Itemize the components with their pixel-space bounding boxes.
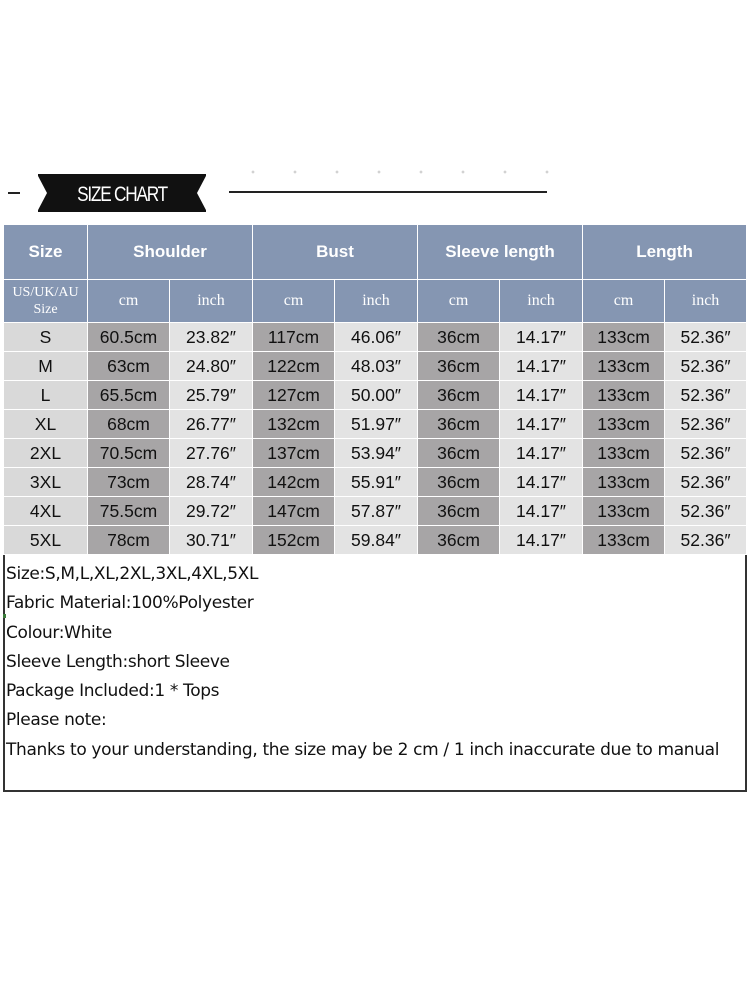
table-row	[4, 410, 747, 439]
value-cell: 133cm	[583, 323, 665, 352]
header-size: Size	[4, 225, 88, 280]
value-cell: 52.36″	[665, 497, 747, 526]
table-row	[4, 381, 747, 410]
unit-cell: cm	[418, 280, 500, 323]
value-cell: 50.00″	[335, 381, 418, 410]
value-cell: 27.76″	[170, 439, 253, 468]
value-cell: 68cm	[88, 410, 170, 439]
value-cell: 52.36″	[665, 439, 747, 468]
table-row	[4, 468, 747, 497]
value-cell: 14.17″	[500, 410, 583, 439]
note-sizes: Size:S,M,L,XL,2XL,3XL,4XL,5XL	[6, 564, 259, 584]
value-cell: 36cm	[418, 410, 500, 439]
value-cell: 36cm	[418, 381, 500, 410]
value-cell: 36cm	[418, 439, 500, 468]
value-cell: 23.82″	[170, 323, 253, 352]
value-cell: 53.94″	[335, 439, 418, 468]
value-cell: 52.36″	[665, 352, 747, 381]
value-cell: 132cm	[253, 410, 335, 439]
product-notes	[6, 560, 741, 765]
value-cell: 14.17″	[500, 381, 583, 410]
unit-cell: inch	[500, 280, 583, 323]
value-cell: 59.84″	[335, 526, 418, 555]
value-cell: 133cm	[583, 352, 665, 381]
value-cell: 52.36″	[665, 381, 747, 410]
value-cell: 73cm	[88, 468, 170, 497]
value-cell: 133cm	[583, 468, 665, 497]
value-cell: 122cm	[253, 352, 335, 381]
value-cell: 24.80″	[170, 352, 253, 381]
note-package: Package Included:1 * Tops	[6, 681, 220, 702]
value-cell: 133cm	[583, 410, 665, 439]
value-cell: 36cm	[418, 526, 500, 555]
value-cell: 36cm	[418, 468, 500, 497]
value-cell: 55.91″	[335, 468, 418, 497]
value-cell: 133cm	[583, 497, 665, 526]
unit-cell: cm	[583, 280, 665, 323]
value-cell: 63cm	[88, 352, 170, 381]
banner-title: SIZE CHART	[77, 183, 167, 206]
value-cell: 14.17″	[500, 497, 583, 526]
unit-cell: inch	[170, 280, 253, 323]
value-cell: 48.03″	[335, 352, 418, 381]
value-cell: 52.36″	[665, 468, 747, 497]
header-shoulder: Shoulder	[88, 225, 253, 280]
value-cell: 117cm	[253, 323, 335, 352]
value-cell: 51.97″	[335, 410, 418, 439]
header-sleeve-length: Sleeve length	[418, 225, 583, 280]
size-region-line: US/UK/AU	[12, 285, 79, 300]
value-cell: 36cm	[418, 497, 500, 526]
value-cell: 14.17″	[500, 352, 583, 381]
note-heading: Please note:	[6, 710, 107, 731]
table-row	[4, 352, 747, 381]
value-cell: 127cm	[253, 381, 335, 410]
unit-cell: cm	[88, 280, 170, 323]
table-header-row	[4, 225, 747, 280]
value-cell: 70.5cm	[88, 439, 170, 468]
value-cell: 133cm	[583, 439, 665, 468]
value-cell: 65.5cm	[88, 381, 170, 410]
size-cell: S	[4, 323, 88, 352]
value-cell: 30.71″	[170, 526, 253, 555]
value-cell: 26.77″	[170, 410, 253, 439]
value-cell: 52.36″	[665, 323, 747, 352]
size-cell: 4XL	[4, 497, 88, 526]
note-sleeve: Sleeve Length:short Sleeve	[6, 651, 230, 672]
value-cell: 78cm	[88, 526, 170, 555]
value-cell: 147cm	[253, 497, 335, 526]
size-chart-table	[3, 224, 747, 555]
banner-dots	[232, 170, 552, 174]
value-cell: 52.36″	[665, 410, 747, 439]
value-cell: 57.87″	[335, 497, 418, 526]
value-cell: 25.79″	[170, 381, 253, 410]
size-cell: L	[4, 381, 88, 410]
value-cell: 133cm	[583, 526, 665, 555]
table-row	[4, 526, 747, 555]
size-cell: 3XL	[4, 468, 88, 497]
unit-cell: cm	[253, 280, 335, 323]
table-row	[4, 323, 747, 352]
table-body	[4, 323, 747, 555]
value-cell: 137cm	[253, 439, 335, 468]
value-cell: 133cm	[583, 381, 665, 410]
banner-rule-left	[8, 192, 20, 194]
size-cell: XL	[4, 410, 88, 439]
size-chart-banner	[38, 174, 206, 212]
value-cell: 14.17″	[500, 526, 583, 555]
value-cell: 36cm	[418, 323, 500, 352]
value-cell: 14.17″	[500, 468, 583, 497]
unit-cell: inch	[335, 280, 418, 323]
value-cell: 46.06″	[335, 323, 418, 352]
note-disclaimer: Thanks to your understanding, the size may be 2 cm / 1 inch inaccurate due to manual	[6, 739, 720, 760]
table-row	[4, 497, 747, 526]
size-region-label	[4, 280, 88, 323]
header-length: Length	[583, 225, 747, 280]
value-cell: 14.17″	[500, 439, 583, 468]
value-cell: 28.74″	[170, 468, 253, 497]
note-colour: Colour:White	[6, 622, 112, 643]
banner-rule-right	[229, 191, 547, 193]
size-cell: 5XL	[4, 526, 88, 555]
value-cell: 60.5cm	[88, 323, 170, 352]
size-region-line: Size	[33, 302, 58, 317]
value-cell: 75.5cm	[88, 497, 170, 526]
value-cell: 29.72″	[170, 497, 253, 526]
size-cell: 2XL	[4, 439, 88, 468]
value-cell: 152cm	[253, 526, 335, 555]
size-cell: M	[4, 352, 88, 381]
unit-cell: inch	[665, 280, 747, 323]
table-unit-row	[4, 280, 747, 323]
table-row	[4, 439, 747, 468]
value-cell: 52.36″	[665, 526, 747, 555]
value-cell: 36cm	[418, 352, 500, 381]
value-cell: 142cm	[253, 468, 335, 497]
header-bust: Bust	[253, 225, 418, 280]
note-material: Fabric Material:100%Polyester	[6, 593, 254, 614]
value-cell: 14.17″	[500, 323, 583, 352]
